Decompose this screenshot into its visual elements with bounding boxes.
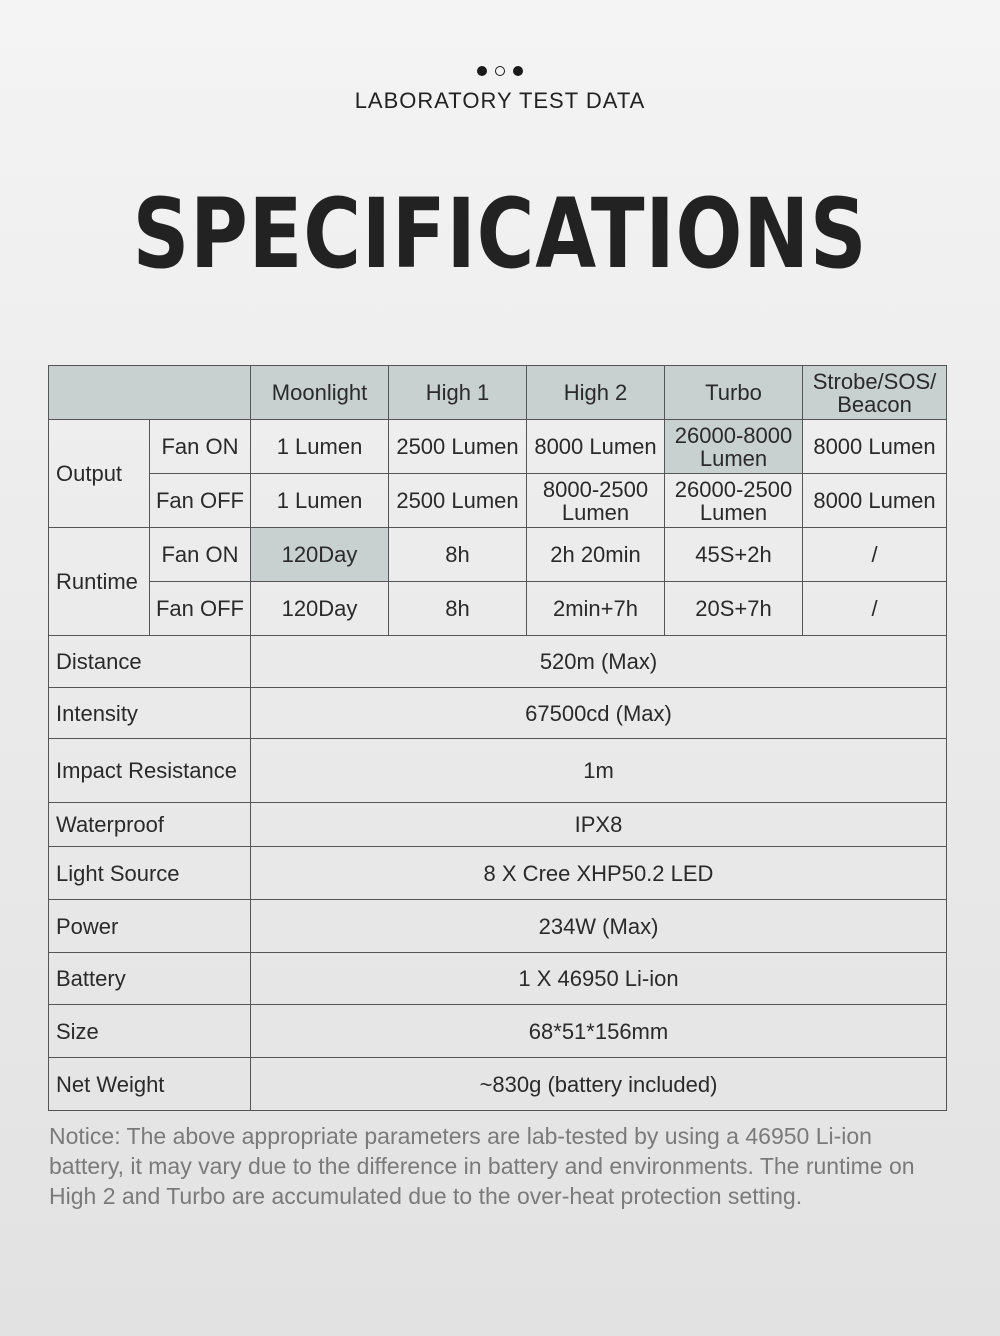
table-row [49, 803, 947, 847]
table-cell: 120Day [251, 582, 389, 636]
table-row [49, 582, 947, 636]
sub-label: Fan OFF [150, 582, 251, 636]
row-value: IPX8 [251, 803, 947, 847]
col-header: High 2 [527, 366, 665, 420]
table-cell: 20S+7h [665, 582, 803, 636]
table-cell: 2min+7h [527, 582, 665, 636]
table-row [49, 688, 947, 739]
col-header: Moonlight [251, 366, 389, 420]
row-label: Intensity [49, 688, 251, 739]
table-row [49, 847, 947, 900]
table-cell: 1 Lumen [251, 474, 389, 528]
row-label: Net Weight [49, 1058, 251, 1111]
table-row [49, 900, 947, 953]
spec-table [48, 365, 947, 1111]
dot-filled [477, 66, 487, 76]
row-group-label: Runtime [49, 528, 150, 636]
table-cell: 2h 20min [527, 528, 665, 582]
table-cell: 8h [389, 528, 527, 582]
table-cell: 45S+2h [665, 528, 803, 582]
row-label: Distance [49, 636, 251, 688]
row-value: ~830g (battery included) [251, 1058, 947, 1111]
row-value: 68*51*156mm [251, 1005, 947, 1058]
col-header: High 1 [389, 366, 527, 420]
row-value: 234W (Max) [251, 900, 947, 953]
row-label: Battery [49, 953, 251, 1005]
table-row [49, 953, 947, 1005]
sub-label: Fan OFF [150, 474, 251, 528]
table-row [49, 474, 947, 528]
table-cell: 1 Lumen [251, 420, 389, 474]
table-row [49, 528, 947, 582]
table-row [49, 1058, 947, 1111]
col-header: Turbo [665, 366, 803, 420]
table-cell: / [803, 582, 947, 636]
table-cell: 2500 Lumen [389, 474, 527, 528]
row-group-label: Output [49, 420, 150, 528]
table-cell: / [803, 528, 947, 582]
table-cell: 2500 Lumen [389, 420, 527, 474]
row-label: Power [49, 900, 251, 953]
dot-hollow [495, 66, 505, 76]
table-row [49, 1005, 947, 1058]
row-value: 67500cd (Max) [251, 688, 947, 739]
table-cell: 8000 Lumen [803, 474, 947, 528]
sub-label: Fan ON [150, 420, 251, 474]
sub-label: Fan ON [150, 528, 251, 582]
row-label: Waterproof [49, 803, 251, 847]
table-header-row [49, 366, 947, 420]
col-header: Strobe/SOS/ Beacon [803, 366, 947, 420]
table-cell: 8000-2500 Lumen [527, 474, 665, 528]
table-cell: 26000-2500 Lumen [665, 474, 803, 528]
header-blank-cell [49, 366, 251, 420]
table-cell-highlighted: 26000-8000 Lumen [665, 420, 803, 474]
row-label: Light Source [49, 847, 251, 900]
table-row [49, 636, 947, 688]
row-value: 1m [251, 739, 947, 803]
page-title: SPECIFICATIONS [132, 178, 868, 290]
row-value: 520m (Max) [251, 636, 947, 688]
table-cell: 8000 Lumen [803, 420, 947, 474]
table-cell-highlighted: 120Day [251, 528, 389, 582]
notice-text: Notice: The above appropriate parameters are lab-tested by using a 46950 Li-ion battery, it may vary due to the difference in battery and environments. The runtime on High 2 and Turbo are accumulated due to the over-heat protection setting. [49, 1123, 915, 1209]
table-cell: 8000 Lumen [527, 420, 665, 474]
table-cell: 8h [389, 582, 527, 636]
dot-filled [513, 66, 523, 76]
carousel-dots [0, 66, 1000, 76]
row-label: Impact Resistance [49, 739, 251, 803]
row-label: Size [49, 1005, 251, 1058]
row-value: 8 X Cree XHP50.2 LED [251, 847, 947, 900]
table-row [49, 739, 947, 803]
section-kicker: LABORATORY TEST DATA [354, 88, 646, 113]
row-value: 1 X 46950 Li-ion [251, 953, 947, 1005]
table-row [49, 420, 947, 474]
